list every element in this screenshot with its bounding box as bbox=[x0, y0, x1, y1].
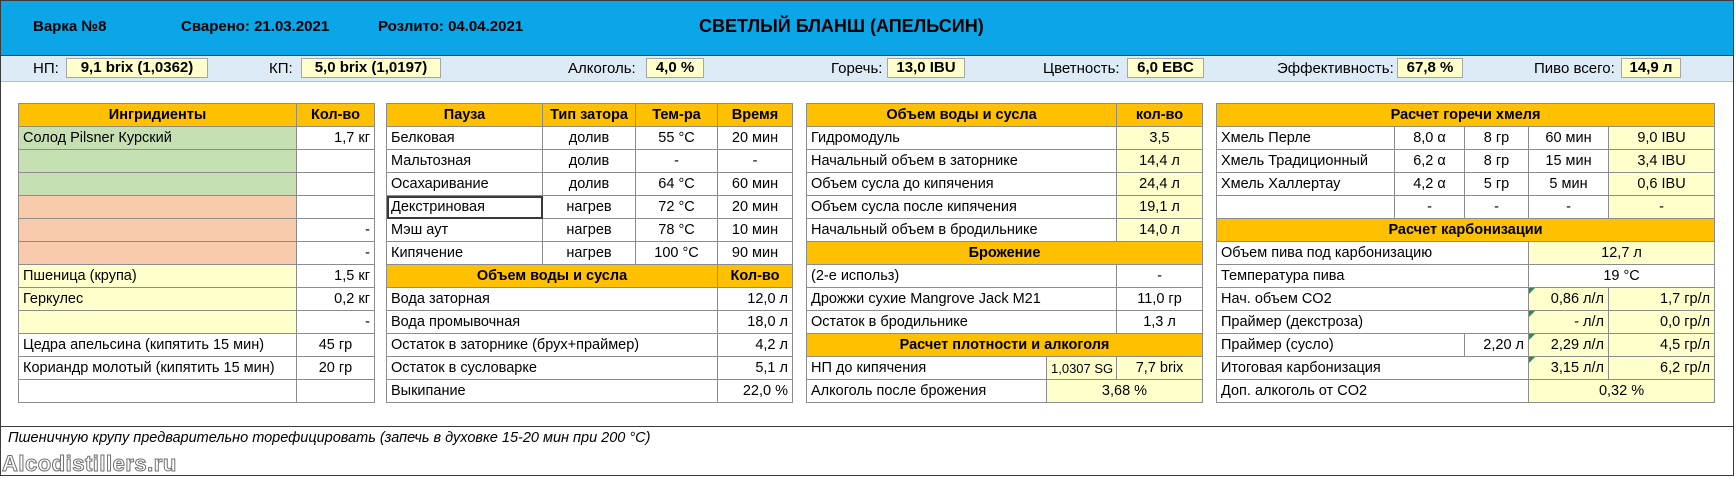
table-row bbox=[19, 150, 375, 173]
bitterness-label: Горечь: bbox=[831, 60, 883, 77]
co2-initial-ll[interactable]: 0,86 л/л bbox=[1529, 288, 1609, 311]
pause-type[interactable]: нагрев bbox=[543, 196, 636, 219]
ingredient-qty[interactable]: - bbox=[297, 219, 375, 242]
table-row bbox=[1217, 242, 1715, 265]
bitterness-value[interactable]: 13,0 IBU bbox=[887, 58, 965, 78]
fermentation-qty[interactable]: 1,3 л bbox=[1117, 311, 1203, 334]
recipe-title: СВЕТЛЫЙ БЛАНШ (АПЕЛЬСИН) bbox=[699, 16, 984, 36]
pause-temp[interactable]: 72 °C bbox=[636, 196, 718, 219]
water-name[interactable]: Выкипание bbox=[387, 380, 718, 403]
hops-carbonation-table bbox=[1216, 103, 1715, 403]
fg-value[interactable]: 5,0 brix (1,0197) bbox=[301, 58, 441, 78]
table-row bbox=[807, 357, 1203, 380]
primer-wort-ll[interactable]: 2,29 л/л bbox=[1529, 334, 1609, 357]
header-bar bbox=[1, 1, 1733, 56]
table-row bbox=[1217, 334, 1715, 357]
table-row bbox=[1217, 380, 1715, 403]
hop-grams[interactable]: 5 гр bbox=[1465, 173, 1529, 196]
ingredient-name[interactable] bbox=[19, 311, 297, 334]
alcohol-after-value[interactable]: 3,68 % bbox=[1047, 380, 1203, 403]
table-row bbox=[387, 127, 793, 150]
table-row bbox=[807, 150, 1203, 173]
primer-dextrose-ll[interactable]: - л/л bbox=[1529, 311, 1609, 334]
table-row bbox=[19, 265, 375, 288]
fermentation-qty[interactable]: 11,0 гр bbox=[1117, 288, 1203, 311]
pause-time[interactable]: 20 мин bbox=[718, 196, 793, 219]
table-row bbox=[19, 173, 375, 196]
volume-name[interactable]: Начальный объем в бродильнике bbox=[807, 219, 1117, 242]
og-value[interactable]: 9,1 brix (1,0362) bbox=[66, 58, 208, 78]
hop-name[interactable]: Хмель Перле bbox=[1217, 127, 1395, 150]
pause-time[interactable]: 90 мин bbox=[718, 242, 793, 265]
hop-time[interactable]: 60 мин bbox=[1529, 127, 1609, 150]
pause-temp[interactable]: 78 °C bbox=[636, 219, 718, 242]
water-qty[interactable]: 4,2 л bbox=[718, 334, 793, 357]
note-divider bbox=[1, 426, 1733, 427]
ingredient-qty[interactable]: - bbox=[297, 311, 375, 334]
efficiency-label: Эффективность: bbox=[1277, 60, 1394, 77]
primer-dextrose-label: Праймер (декстроза) bbox=[1217, 311, 1529, 334]
ingredient-name[interactable]: Пшеница (крупа) bbox=[19, 265, 297, 288]
alcohol-after-label: Алкоголь после брожения bbox=[807, 380, 1047, 403]
og-boil-brix[interactable]: 7,7 brix bbox=[1117, 357, 1203, 380]
total-beer-value[interactable]: 14,9 л bbox=[1621, 58, 1681, 78]
volume-name[interactable]: Объем сусла после кипячения bbox=[807, 196, 1117, 219]
hop-name[interactable]: Хмель Халлертау bbox=[1217, 173, 1395, 196]
time-header: Время bbox=[718, 104, 793, 127]
pause-name[interactable]: Кипячение bbox=[387, 242, 543, 265]
ingredients-table bbox=[18, 103, 375, 403]
table-row bbox=[19, 380, 375, 403]
mash-type-header: Тип затора bbox=[543, 104, 636, 127]
watermark: Alcodistillers.ru bbox=[2, 451, 177, 476]
ingredient-qty[interactable] bbox=[297, 173, 375, 196]
pause-type[interactable]: долив bbox=[543, 173, 636, 196]
color-value[interactable]: 6,0 EBC bbox=[1127, 58, 1204, 78]
pause-time[interactable]: 10 мин bbox=[718, 219, 793, 242]
table-row bbox=[19, 357, 375, 380]
table-row bbox=[387, 150, 793, 173]
table-row bbox=[19, 127, 375, 150]
ingredient-name[interactable] bbox=[19, 150, 297, 173]
fermentation-name[interactable]: Дрожжи сухие Mangrove Jack M21 bbox=[807, 288, 1117, 311]
pause-name[interactable]: Белковая bbox=[387, 127, 543, 150]
ingredient-qty[interactable] bbox=[297, 196, 375, 219]
pause-name[interactable]: Мэш аут bbox=[387, 219, 543, 242]
table-row bbox=[387, 219, 793, 242]
fermentation-name[interactable]: (2-е использ) bbox=[807, 265, 1117, 288]
total-carb-gl[interactable]: 6,2 гр/л bbox=[1609, 357, 1715, 380]
total-carb-label: Итоговая карбонизация bbox=[1217, 357, 1529, 380]
ingredient-qty[interactable]: 1,5 кг bbox=[297, 265, 375, 288]
fermentation-name[interactable]: Остаток в бродильнике bbox=[807, 311, 1117, 334]
total-beer-label: Пиво всего: bbox=[1534, 60, 1615, 77]
table-row bbox=[1217, 173, 1715, 196]
pause-type[interactable]: нагрев bbox=[543, 219, 636, 242]
table-row bbox=[807, 380, 1203, 403]
ingredient-name[interactable]: Геркулес bbox=[19, 288, 297, 311]
hop-grams[interactable]: 8 гр bbox=[1465, 150, 1529, 173]
hop-ibu[interactable]: 0,6 IBU bbox=[1609, 173, 1715, 196]
alcohol-value[interactable]: 4,0 % bbox=[646, 58, 704, 78]
ingredient-name[interactable] bbox=[19, 196, 297, 219]
table-row bbox=[19, 334, 375, 357]
volume-name[interactable]: Начальный объем в заторнике bbox=[807, 150, 1117, 173]
table-row bbox=[1217, 127, 1715, 150]
ingredient-qty[interactable]: 20 гр bbox=[297, 357, 375, 380]
pause-time[interactable]: 20 мин bbox=[718, 127, 793, 150]
water-qty[interactable]: 18,0 л bbox=[718, 311, 793, 334]
pause-time[interactable]: - bbox=[718, 150, 793, 173]
bottled-date: Розлито: 04.04.2021 bbox=[378, 18, 524, 35]
table-row bbox=[387, 334, 793, 357]
ingredient-name[interactable] bbox=[19, 219, 297, 242]
water-name[interactable]: Вода промывочная bbox=[387, 311, 718, 334]
pause-name[interactable]: Осахаривание bbox=[387, 173, 543, 196]
pause-name[interactable]: Мальтозная bbox=[387, 150, 543, 173]
ingredients-qty-header: Кол-во bbox=[297, 104, 375, 127]
table-row bbox=[807, 173, 1203, 196]
volume-name[interactable]: Гидромодуль bbox=[807, 127, 1117, 150]
volumes-header: Объем воды и сусла bbox=[807, 104, 1117, 127]
volumes-qty-header: кол-во bbox=[1117, 104, 1203, 127]
batch-number: Варка №8 bbox=[33, 18, 107, 35]
table-row bbox=[807, 311, 1203, 334]
primer-dextrose-gl[interactable]: 0,0 гр/л bbox=[1609, 311, 1715, 334]
table-row bbox=[387, 311, 793, 334]
table-row bbox=[807, 196, 1203, 219]
pause-temp[interactable]: 100 °C bbox=[636, 242, 718, 265]
ingredient-qty[interactable] bbox=[297, 380, 375, 403]
carb-volume-value[interactable]: 12,7 л bbox=[1529, 242, 1715, 265]
alcohol-label: Алкоголь: bbox=[568, 60, 636, 77]
table-row bbox=[1217, 288, 1715, 311]
beer-temp-value[interactable]: 19 °C bbox=[1529, 265, 1715, 288]
hop-grams[interactable]: - bbox=[1465, 196, 1529, 219]
volume-qty[interactable]: 14,4 л bbox=[1117, 150, 1203, 173]
table-row bbox=[807, 219, 1203, 242]
summary-bar bbox=[1, 56, 1733, 82]
co2-alcohol-value[interactable]: 0,32 % bbox=[1529, 380, 1715, 403]
pause-type[interactable]: нагрев bbox=[543, 242, 636, 265]
hops-header: Расчет горечи хмеля bbox=[1217, 104, 1715, 127]
table-row bbox=[1217, 196, 1715, 219]
hop-time[interactable]: 5 мин bbox=[1529, 173, 1609, 196]
table-row bbox=[1217, 311, 1715, 334]
table-row bbox=[1217, 150, 1715, 173]
water-name[interactable]: Остаток в сусловарке bbox=[387, 357, 718, 380]
ingredient-qty[interactable]: 45 гр bbox=[297, 334, 375, 357]
beer-temp-label: Температура пива bbox=[1217, 265, 1529, 288]
hop-ibu[interactable]: - bbox=[1609, 196, 1715, 219]
volumes-table bbox=[806, 103, 1203, 403]
ingredient-qty[interactable] bbox=[297, 150, 375, 173]
hop-name[interactable]: Хмель Традиционный bbox=[1217, 150, 1395, 173]
brewed-date: Сварено: 21.03.2021 bbox=[181, 18, 330, 35]
pause-type[interactable]: долив bbox=[543, 127, 636, 150]
table-row bbox=[807, 288, 1203, 311]
volume-qty[interactable]: 24,4 л bbox=[1117, 173, 1203, 196]
water-qty[interactable]: 12,0 л bbox=[718, 288, 793, 311]
table-row bbox=[387, 242, 793, 265]
hop-ibu[interactable]: 3,4 IBU bbox=[1609, 150, 1715, 173]
color-label: Цветность: bbox=[1043, 60, 1120, 77]
table-row bbox=[19, 196, 375, 219]
table-row bbox=[807, 265, 1203, 288]
water-name[interactable]: Вода заторная bbox=[387, 288, 718, 311]
hop-name[interactable] bbox=[1217, 196, 1395, 219]
volume-name[interactable]: Объем сусла до кипячения bbox=[807, 173, 1117, 196]
primer-wort-gl[interactable]: 4,5 гр/л bbox=[1609, 334, 1715, 357]
co2-alcohol-label: Доп. алкоголь от CO2 bbox=[1217, 380, 1529, 403]
volume-qty[interactable]: 3,5 bbox=[1117, 127, 1203, 150]
co2-initial-label: Нач. объем CO2 bbox=[1217, 288, 1529, 311]
temperature-header: Тем-ра bbox=[636, 104, 718, 127]
fermentation-header: Брожение bbox=[807, 242, 1203, 265]
volume-qty[interactable]: 19,1 л bbox=[1117, 196, 1203, 219]
water-volume-header: Объем воды и сусла bbox=[387, 265, 718, 288]
ingredient-name[interactable] bbox=[19, 380, 297, 403]
ingredient-qty[interactable]: - bbox=[297, 242, 375, 265]
table-row bbox=[387, 196, 793, 219]
primer-wort-label: Праймер (сусло) bbox=[1217, 334, 1465, 357]
density-header: Расчет плотности и алкоголя bbox=[807, 334, 1203, 357]
pause-temp[interactable]: 64 °C bbox=[636, 173, 718, 196]
volume-qty[interactable]: 14,0 л bbox=[1117, 219, 1203, 242]
pause-temp[interactable]: 55 °C bbox=[636, 127, 718, 150]
fermentation-qty[interactable]: - bbox=[1117, 265, 1203, 288]
fg-label: КП: bbox=[269, 60, 293, 77]
table-row bbox=[19, 219, 375, 242]
hop-grams[interactable]: 8 гр bbox=[1465, 127, 1529, 150]
ingredient-name[interactable]: Кориандр молотый (кипятить 15 мин) bbox=[19, 357, 297, 380]
table-row bbox=[807, 127, 1203, 150]
ingredient-qty[interactable]: 1,7 кг bbox=[297, 127, 375, 150]
pause-header: Пауза bbox=[387, 104, 543, 127]
primer-wort-amount[interactable]: 2,20 л bbox=[1465, 334, 1529, 357]
table-row bbox=[387, 380, 793, 403]
ingredient-name[interactable]: Солод Pilsner Курский bbox=[19, 127, 297, 150]
total-carb-ll[interactable]: 3,15 л/л bbox=[1529, 357, 1609, 380]
water-name[interactable]: Остаток в заторнике (брух+праймер) bbox=[387, 334, 718, 357]
og-label: НП: bbox=[33, 60, 59, 77]
recipe-note: Пшеничную крупу предварительно торефицировать (запечь в духовке 15-20 мин при 200 °С) bbox=[8, 430, 651, 446]
water-qty[interactable]: 5,1 л bbox=[718, 357, 793, 380]
mash-pauses-table bbox=[386, 103, 793, 403]
table-row bbox=[387, 173, 793, 196]
table-row bbox=[1217, 357, 1715, 380]
pause-name-selected[interactable]: Декстриновая bbox=[387, 196, 543, 219]
table-row bbox=[19, 242, 375, 265]
water-qty[interactable]: 22,0 % bbox=[718, 380, 793, 403]
table-row bbox=[1217, 265, 1715, 288]
ingredient-name[interactable] bbox=[19, 173, 297, 196]
og-boil-sg[interactable]: 1,0307 SG bbox=[1047, 357, 1117, 380]
carbonation-header: Расчет карбонизации bbox=[1217, 219, 1715, 242]
hop-alpha[interactable]: - bbox=[1395, 196, 1465, 219]
pause-temp[interactable]: - bbox=[636, 150, 718, 173]
hop-alpha[interactable]: 4,2 α bbox=[1395, 173, 1465, 196]
table-row bbox=[19, 311, 375, 334]
pause-type[interactable]: долив bbox=[543, 150, 636, 173]
carb-volume-label: Объем пива под карбонизацию bbox=[1217, 242, 1529, 265]
hop-ibu[interactable]: 9,0 IBU bbox=[1609, 127, 1715, 150]
hop-time[interactable]: 15 мин bbox=[1529, 150, 1609, 173]
ingredient-name[interactable] bbox=[19, 242, 297, 265]
hop-alpha[interactable]: 8,0 α bbox=[1395, 127, 1465, 150]
table-row bbox=[387, 357, 793, 380]
pause-time[interactable]: 60 мин bbox=[718, 173, 793, 196]
hop-alpha[interactable]: 6,2 α bbox=[1395, 150, 1465, 173]
efficiency-value[interactable]: 67,8 % bbox=[1397, 58, 1463, 78]
co2-initial-gl[interactable]: 1,7 гр/л bbox=[1609, 288, 1715, 311]
water-qty-header: Кол-во bbox=[718, 265, 793, 288]
og-boil-label: НП до кипячения bbox=[807, 357, 1047, 380]
ingredient-qty[interactable]: 0,2 кг bbox=[297, 288, 375, 311]
table-row bbox=[387, 288, 793, 311]
ingredient-name[interactable]: Цедра апельсина (кипятить 15 мин) bbox=[19, 334, 297, 357]
ingredients-header: Ингридиенты bbox=[19, 104, 297, 127]
table-row bbox=[19, 288, 375, 311]
hop-time[interactable]: - bbox=[1529, 196, 1609, 219]
